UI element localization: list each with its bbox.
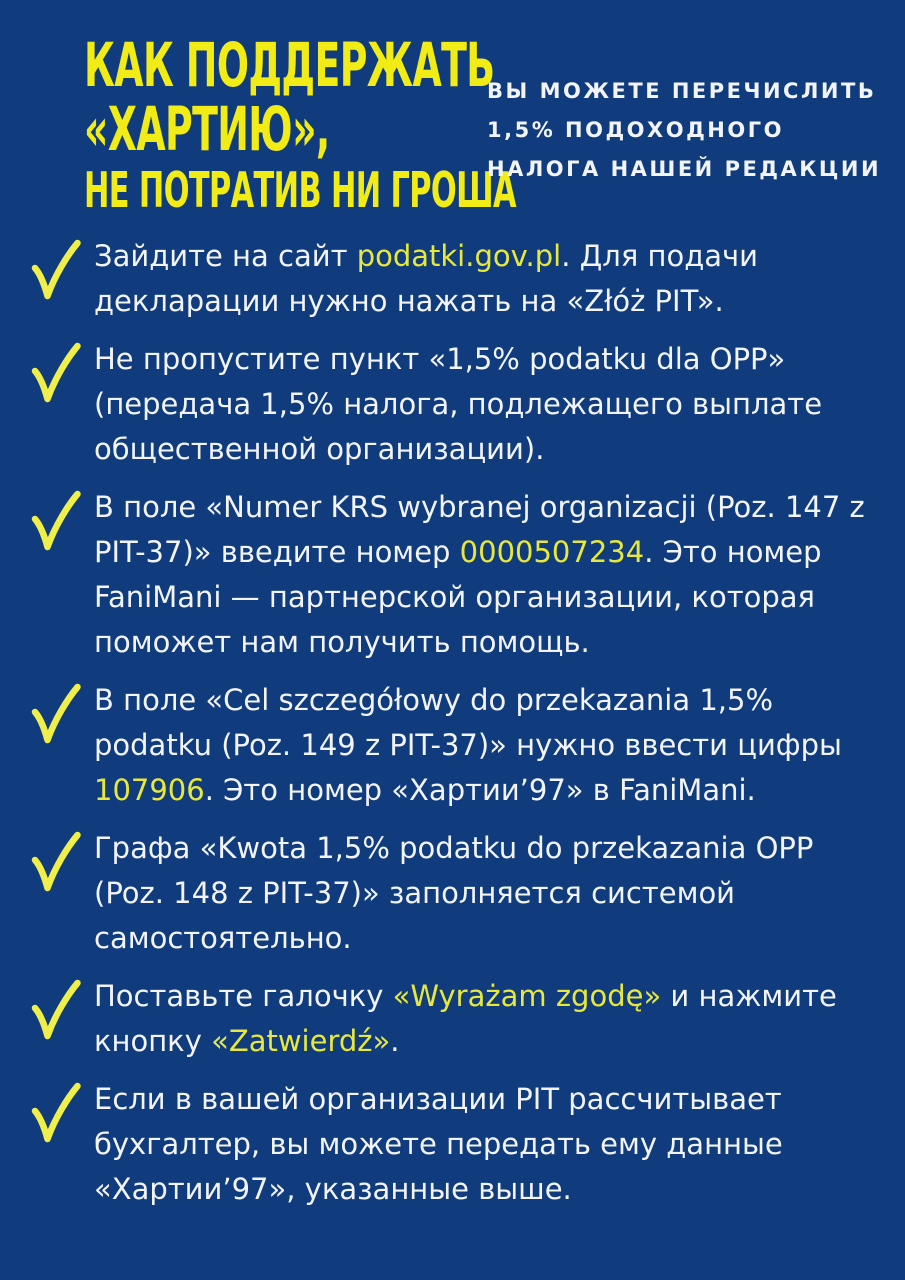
checklist-item-2 — [28, 337, 875, 472]
podatki-link[interactable]: podatki.gov.pl — [356, 239, 562, 273]
item-text-run: В поле «Numer KRS wybranej organizacji (Poz. 147 z PIT-37)» введите номер — [94, 490, 865, 569]
item-text-run: Не пропустите пункт «1,5% podatku dla OPP» (передача 1,5% налога, подлежащего выплате общественной организации). — [94, 342, 823, 466]
checklist-item-text — [94, 234, 875, 324]
item-text-run: Поставьте галочку — [94, 979, 393, 1013]
check-icon — [28, 828, 82, 900]
check-icon — [28, 487, 82, 559]
item-text-run: Графа «Kwota 1,5% podatku do przekazania OPP (Poz. 148 z PIT-37)» заполняется системой самостоятельно. — [94, 831, 814, 955]
page-title-line-1: КАК ПОДДЕРЖАТЬ — [84, 30, 495, 101]
checklist-item-7 — [28, 1077, 875, 1212]
item-text-run: . Для подачи декларации нужно нажать на «Złóż PIT». — [94, 239, 759, 318]
check-icon — [28, 236, 82, 308]
subtitle-line-1: ВЫ МОЖЕТЕ ПЕРЕЧИСЛИТЬ — [487, 79, 877, 103]
highlight-value: 0000507234 — [459, 535, 645, 569]
item-text-run: Если в вашей организации PIT рассчитывает бухгалтер, вы можете передать ему данные «Хартии’97», указанные выше. — [94, 1082, 783, 1206]
check-icon — [28, 1079, 82, 1151]
check-icon — [28, 339, 82, 411]
checklist — [0, 234, 905, 1225]
highlight-value: «Wyrażam zgodę» — [392, 979, 662, 1013]
highlight-value: 107906 — [94, 773, 205, 807]
checklist-item-text — [94, 337, 875, 472]
page-title-line-3: НЕ ПОТРАТИВ НИ ГРОША — [84, 162, 516, 219]
check-icon — [28, 976, 82, 1048]
highlight-value: «Zatwierdź» — [211, 1024, 391, 1058]
checklist-item-text — [94, 826, 875, 961]
checklist-item-6 — [28, 974, 875, 1064]
checklist-item-1 — [28, 234, 875, 324]
item-text-run: . — [390, 1024, 400, 1058]
checklist-item-text — [94, 485, 875, 665]
subtitle-line-2: 1,5% ПОДОХОДНОГО — [487, 118, 784, 142]
check-icon — [28, 680, 82, 752]
checklist-item-text — [94, 974, 875, 1064]
checklist-item-text — [94, 678, 875, 813]
checklist-item-text — [94, 1077, 875, 1212]
header — [0, 0, 905, 240]
item-text-run: и нажмите кнопку — [94, 979, 837, 1058]
item-text-run: . Это номер FaniMani — партнерской организации, которая поможет нам получить помощь. — [94, 535, 822, 659]
checklist-item-5 — [28, 826, 875, 961]
checklist-item-3 — [28, 485, 875, 665]
checklist-item-4 — [28, 678, 875, 813]
subtitle-line-3: НАЛОГА НАШЕЙ РЕДАКЦИИ — [487, 157, 882, 181]
item-text-run: В поле «Cel szczegółowy do przekazania 1,5% podatku (Poz. 149 z PIT-37)» нужно ввести цифры — [94, 683, 842, 762]
page-title-line-2: «ХАРТИЮ», — [84, 94, 330, 165]
item-text-run: Зайдите на сайт — [94, 239, 357, 273]
header-subtitle — [487, 72, 881, 189]
item-text-run: . Это номер «Хартии’97» в FaniMani. — [204, 773, 756, 807]
